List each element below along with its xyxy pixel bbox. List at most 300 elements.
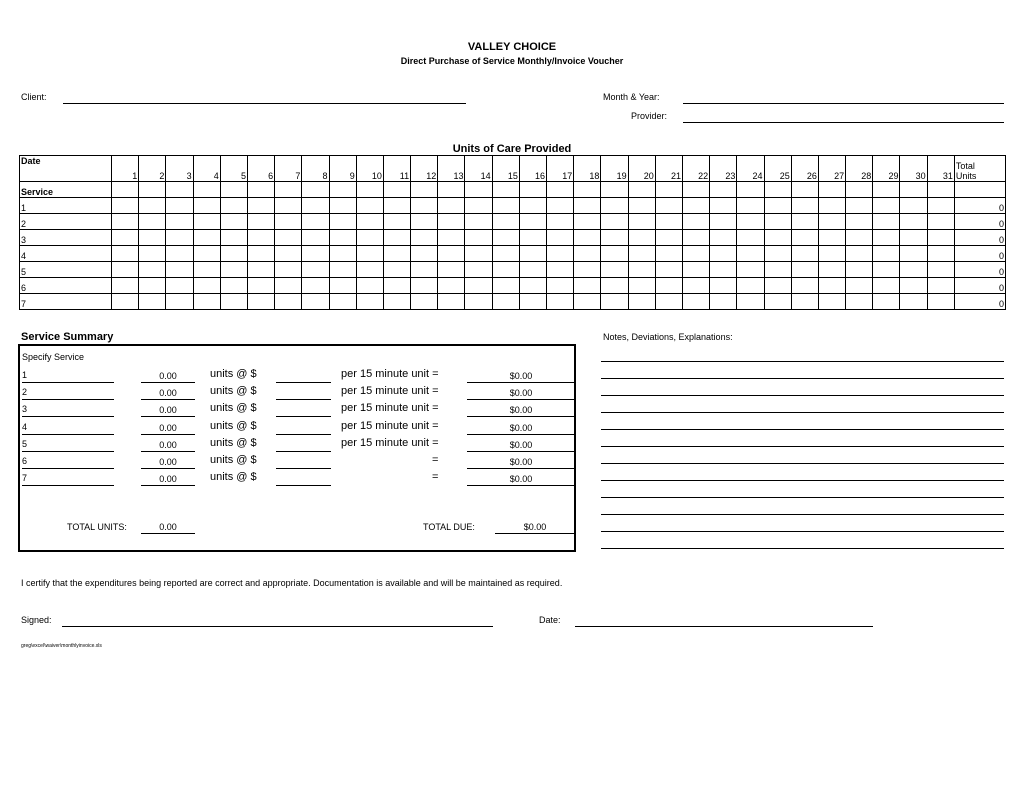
unit-cell[interactable] bbox=[438, 278, 465, 294]
unit-cell[interactable] bbox=[465, 262, 492, 278]
service-name-field[interactable] bbox=[22, 399, 114, 400]
unit-cell[interactable] bbox=[547, 214, 574, 230]
unit-cell[interactable] bbox=[383, 198, 410, 214]
unit-cell[interactable] bbox=[655, 230, 682, 246]
per-unit-label: per 15 minute unit = bbox=[341, 402, 439, 415]
unit-cell[interactable] bbox=[329, 246, 356, 262]
units-value: 0.00 bbox=[141, 388, 195, 400]
unit-cell[interactable] bbox=[519, 294, 546, 310]
unit-cell[interactable] bbox=[302, 230, 329, 246]
day-header: 10 bbox=[356, 156, 383, 182]
notes-line[interactable] bbox=[601, 378, 1004, 379]
unit-cell[interactable] bbox=[737, 262, 764, 278]
summary-row bbox=[20, 437, 574, 454]
unit-cell[interactable] bbox=[846, 294, 873, 310]
unit-cell[interactable] bbox=[927, 198, 954, 214]
unit-cell[interactable] bbox=[846, 198, 873, 214]
unit-cell[interactable] bbox=[900, 198, 927, 214]
unit-cell[interactable] bbox=[438, 262, 465, 278]
unit-cell[interactable] bbox=[411, 230, 438, 246]
unit-cell[interactable] bbox=[356, 246, 383, 262]
unit-cell[interactable] bbox=[764, 198, 791, 214]
row-total: 0 bbox=[954, 294, 1005, 310]
notes-line[interactable] bbox=[601, 548, 1004, 549]
rate-field[interactable] bbox=[276, 382, 331, 383]
service-name-field[interactable] bbox=[22, 416, 114, 417]
grid-cell bbox=[547, 182, 574, 198]
unit-cell[interactable] bbox=[737, 294, 764, 310]
summary-row-number: 4 bbox=[22, 421, 28, 432]
unit-cell[interactable] bbox=[791, 198, 818, 214]
unit-cell[interactable] bbox=[818, 278, 845, 294]
unit-cell[interactable] bbox=[710, 278, 737, 294]
unit-cell[interactable] bbox=[846, 246, 873, 262]
grid-cell bbox=[927, 182, 954, 198]
unit-cell[interactable] bbox=[438, 294, 465, 310]
rate-field[interactable] bbox=[276, 416, 331, 417]
unit-cell[interactable] bbox=[873, 246, 900, 262]
unit-cell[interactable] bbox=[465, 230, 492, 246]
unit-cell[interactable] bbox=[383, 214, 410, 230]
unit-cell[interactable] bbox=[438, 214, 465, 230]
service-name-field[interactable] bbox=[22, 434, 114, 435]
notes-line[interactable] bbox=[601, 412, 1004, 413]
unit-cell[interactable] bbox=[139, 230, 166, 246]
unit-cell[interactable] bbox=[438, 246, 465, 262]
unit-cell[interactable] bbox=[519, 230, 546, 246]
unit-cell[interactable] bbox=[492, 214, 519, 230]
unit-cell[interactable] bbox=[628, 214, 655, 230]
unit-cell[interactable] bbox=[519, 278, 546, 294]
unit-cell[interactable] bbox=[791, 230, 818, 246]
unit-cell[interactable] bbox=[166, 262, 193, 278]
unit-cell[interactable] bbox=[791, 214, 818, 230]
unit-cell[interactable] bbox=[900, 278, 927, 294]
grid-cell bbox=[411, 182, 438, 198]
unit-cell[interactable] bbox=[193, 198, 220, 214]
unit-cell[interactable] bbox=[601, 262, 628, 278]
unit-cell[interactable] bbox=[247, 198, 274, 214]
rate-field[interactable] bbox=[276, 451, 331, 452]
unit-cell[interactable] bbox=[710, 214, 737, 230]
unit-cell[interactable] bbox=[275, 246, 302, 262]
unit-cell[interactable] bbox=[547, 294, 574, 310]
total-header-line1: Total bbox=[955, 161, 975, 171]
unit-cell[interactable] bbox=[601, 294, 628, 310]
unit-cell[interactable] bbox=[873, 294, 900, 310]
unit-cell[interactable] bbox=[900, 294, 927, 310]
unit-cell[interactable] bbox=[655, 262, 682, 278]
unit-cell[interactable] bbox=[112, 214, 139, 230]
unit-cell[interactable] bbox=[628, 230, 655, 246]
client-field[interactable] bbox=[63, 103, 466, 104]
notes-line[interactable] bbox=[601, 446, 1004, 447]
unit-cell[interactable] bbox=[655, 214, 682, 230]
unit-cell[interactable] bbox=[302, 246, 329, 262]
unit-cell[interactable] bbox=[601, 198, 628, 214]
unit-cell[interactable] bbox=[411, 198, 438, 214]
unit-cell[interactable] bbox=[302, 262, 329, 278]
unit-cell[interactable] bbox=[682, 294, 709, 310]
row-total: 0 bbox=[954, 246, 1005, 262]
notes-line[interactable] bbox=[601, 497, 1004, 498]
unit-cell[interactable] bbox=[927, 262, 954, 278]
unit-cell[interactable] bbox=[682, 262, 709, 278]
summary-row-number: 7 bbox=[22, 473, 28, 484]
unit-cell[interactable] bbox=[628, 246, 655, 262]
unit-cell[interactable] bbox=[139, 262, 166, 278]
unit-cell[interactable] bbox=[220, 214, 247, 230]
day-header: 23 bbox=[710, 156, 737, 182]
unit-cell[interactable] bbox=[465, 278, 492, 294]
units-at-label: units @ $ bbox=[210, 471, 257, 484]
service-label-row bbox=[20, 182, 1006, 198]
unit-cell[interactable] bbox=[737, 214, 764, 230]
unit-cell[interactable] bbox=[275, 230, 302, 246]
unit-cell[interactable] bbox=[220, 262, 247, 278]
grid-cell bbox=[247, 182, 274, 198]
unit-cell[interactable] bbox=[628, 294, 655, 310]
service-row bbox=[20, 214, 1006, 230]
rate-field[interactable] bbox=[276, 485, 331, 486]
unit-cell[interactable] bbox=[764, 278, 791, 294]
unit-cell[interactable] bbox=[547, 262, 574, 278]
unit-cell[interactable] bbox=[873, 198, 900, 214]
unit-cell[interactable] bbox=[356, 198, 383, 214]
unit-cell[interactable] bbox=[139, 214, 166, 230]
rate-field[interactable] bbox=[276, 399, 331, 400]
unit-cell[interactable] bbox=[764, 230, 791, 246]
unit-cell[interactable] bbox=[737, 230, 764, 246]
unit-cell[interactable] bbox=[166, 230, 193, 246]
unit-cell[interactable] bbox=[465, 198, 492, 214]
unit-cell[interactable] bbox=[846, 278, 873, 294]
unit-cell[interactable] bbox=[519, 262, 546, 278]
unit-cell[interactable] bbox=[601, 246, 628, 262]
grid-cell bbox=[139, 182, 166, 198]
unit-cell[interactable] bbox=[682, 278, 709, 294]
unit-cell[interactable] bbox=[356, 262, 383, 278]
unit-cell[interactable] bbox=[247, 246, 274, 262]
units-of-care-title: Units of Care Provided bbox=[452, 143, 572, 155]
service-row bbox=[20, 230, 1006, 246]
unit-cell[interactable] bbox=[139, 198, 166, 214]
notes-line[interactable] bbox=[601, 429, 1004, 430]
unit-cell[interactable] bbox=[927, 278, 954, 294]
day-header: 24 bbox=[737, 156, 764, 182]
unit-cell[interactable] bbox=[356, 278, 383, 294]
unit-cell[interactable] bbox=[356, 214, 383, 230]
unit-cell[interactable] bbox=[764, 214, 791, 230]
unit-cell[interactable] bbox=[411, 214, 438, 230]
service-name-field[interactable] bbox=[22, 451, 114, 452]
unit-cell[interactable] bbox=[791, 246, 818, 262]
unit-cell[interactable] bbox=[275, 198, 302, 214]
unit-cell[interactable] bbox=[818, 198, 845, 214]
unit-cell[interactable] bbox=[193, 230, 220, 246]
unit-cell[interactable] bbox=[383, 262, 410, 278]
unit-cell[interactable] bbox=[329, 294, 356, 310]
unit-cell[interactable] bbox=[329, 230, 356, 246]
unit-cell[interactable] bbox=[220, 278, 247, 294]
service-name-field[interactable] bbox=[22, 468, 114, 469]
unit-cell[interactable] bbox=[710, 198, 737, 214]
unit-cell[interactable] bbox=[900, 214, 927, 230]
unit-cell[interactable] bbox=[166, 214, 193, 230]
unit-cell[interactable] bbox=[139, 294, 166, 310]
notes-line[interactable] bbox=[601, 480, 1004, 481]
grid-cell bbox=[193, 182, 220, 198]
day-header: 12 bbox=[411, 156, 438, 182]
grid-cell bbox=[302, 182, 329, 198]
day-header: 4 bbox=[193, 156, 220, 182]
unit-cell[interactable] bbox=[519, 246, 546, 262]
grid-cell bbox=[954, 182, 1005, 198]
row-total: 0 bbox=[954, 198, 1005, 214]
unit-cell[interactable] bbox=[682, 246, 709, 262]
service-row bbox=[20, 278, 1006, 294]
notes-line[interactable] bbox=[601, 395, 1004, 396]
file-path: greg\excel\waiver\monthlyinvoice.xls bbox=[21, 643, 102, 649]
service-name-field[interactable] bbox=[22, 382, 114, 383]
unit-cell[interactable] bbox=[492, 294, 519, 310]
unit-cell[interactable] bbox=[574, 214, 601, 230]
unit-cell[interactable] bbox=[710, 294, 737, 310]
unit-cell[interactable] bbox=[302, 198, 329, 214]
unit-cell[interactable] bbox=[247, 294, 274, 310]
unit-cell[interactable] bbox=[873, 262, 900, 278]
unit-cell[interactable] bbox=[737, 198, 764, 214]
unit-cell[interactable] bbox=[275, 294, 302, 310]
unit-cell[interactable] bbox=[220, 230, 247, 246]
unit-cell[interactable] bbox=[112, 198, 139, 214]
unit-cell[interactable] bbox=[628, 198, 655, 214]
unit-cell[interactable] bbox=[547, 278, 574, 294]
unit-cell[interactable] bbox=[601, 214, 628, 230]
unit-cell[interactable] bbox=[818, 214, 845, 230]
unit-cell[interactable] bbox=[383, 230, 410, 246]
notes-line[interactable] bbox=[601, 514, 1004, 515]
day-header: 14 bbox=[465, 156, 492, 182]
unit-cell[interactable] bbox=[166, 278, 193, 294]
unit-cell[interactable] bbox=[682, 214, 709, 230]
unit-cell[interactable] bbox=[112, 294, 139, 310]
unit-cell[interactable] bbox=[275, 278, 302, 294]
unit-cell[interactable] bbox=[247, 262, 274, 278]
grid-cell bbox=[275, 182, 302, 198]
unit-cell[interactable] bbox=[166, 198, 193, 214]
day-header: 18 bbox=[574, 156, 601, 182]
unit-cell[interactable] bbox=[574, 246, 601, 262]
unit-cell[interactable] bbox=[737, 278, 764, 294]
unit-cell[interactable] bbox=[900, 246, 927, 262]
summary-row-number: 6 bbox=[22, 456, 28, 466]
unit-cell[interactable] bbox=[275, 214, 302, 230]
unit-cell[interactable] bbox=[873, 278, 900, 294]
unit-cell[interactable] bbox=[547, 246, 574, 262]
provider-field[interactable] bbox=[683, 122, 1004, 123]
unit-cell[interactable] bbox=[818, 294, 845, 310]
unit-cell[interactable] bbox=[411, 294, 438, 310]
unit-cell[interactable] bbox=[112, 246, 139, 262]
amount-value: $0.00 bbox=[467, 423, 575, 435]
unit-cell[interactable] bbox=[818, 246, 845, 262]
unit-cell[interactable] bbox=[927, 294, 954, 310]
unit-cell[interactable] bbox=[628, 262, 655, 278]
unit-cell[interactable] bbox=[383, 246, 410, 262]
unit-cell[interactable] bbox=[574, 294, 601, 310]
unit-cell[interactable] bbox=[764, 294, 791, 310]
unit-cell[interactable] bbox=[139, 246, 166, 262]
unit-cell[interactable] bbox=[329, 198, 356, 214]
unit-cell[interactable] bbox=[710, 262, 737, 278]
day-header: 30 bbox=[900, 156, 927, 182]
date-field[interactable] bbox=[575, 626, 873, 627]
unit-cell[interactable] bbox=[193, 214, 220, 230]
units-value: 0.00 bbox=[141, 457, 195, 469]
grid-cell bbox=[682, 182, 709, 198]
unit-cell[interactable] bbox=[900, 230, 927, 246]
unit-cell[interactable] bbox=[329, 262, 356, 278]
client-label: Client: bbox=[21, 92, 47, 102]
service-name-field[interactable] bbox=[22, 485, 114, 486]
unit-cell[interactable] bbox=[492, 198, 519, 214]
unit-cell[interactable] bbox=[492, 246, 519, 262]
unit-cell[interactable] bbox=[247, 214, 274, 230]
unit-cell[interactable] bbox=[818, 262, 845, 278]
unit-cell[interactable] bbox=[519, 214, 546, 230]
unit-cell[interactable] bbox=[275, 262, 302, 278]
notes-line[interactable] bbox=[601, 531, 1004, 532]
unit-cell[interactable] bbox=[791, 294, 818, 310]
unit-cell[interactable] bbox=[465, 294, 492, 310]
unit-cell[interactable] bbox=[601, 278, 628, 294]
rate-field[interactable] bbox=[276, 468, 331, 469]
unit-cell[interactable] bbox=[791, 262, 818, 278]
unit-cell[interactable] bbox=[846, 230, 873, 246]
unit-cell[interactable] bbox=[112, 230, 139, 246]
unit-cell[interactable] bbox=[139, 278, 166, 294]
unit-cell[interactable] bbox=[927, 246, 954, 262]
unit-cell[interactable] bbox=[220, 198, 247, 214]
grid-cell bbox=[329, 182, 356, 198]
unit-cell[interactable] bbox=[682, 230, 709, 246]
unit-cell[interactable] bbox=[112, 262, 139, 278]
service-number: 2 bbox=[20, 214, 112, 230]
unit-cell[interactable] bbox=[574, 230, 601, 246]
units-of-care-table bbox=[19, 155, 1006, 310]
unit-cell[interactable] bbox=[927, 230, 954, 246]
unit-cell[interactable] bbox=[193, 294, 220, 310]
unit-cell[interactable] bbox=[329, 214, 356, 230]
unit-cell[interactable] bbox=[329, 278, 356, 294]
unit-cell[interactable] bbox=[655, 198, 682, 214]
unit-cell[interactable] bbox=[710, 246, 737, 262]
unit-cell[interactable] bbox=[655, 278, 682, 294]
unit-cell[interactable] bbox=[302, 278, 329, 294]
unit-cell[interactable] bbox=[383, 294, 410, 310]
unit-cell[interactable] bbox=[710, 230, 737, 246]
unit-cell[interactable] bbox=[764, 246, 791, 262]
unit-cell[interactable] bbox=[302, 214, 329, 230]
unit-cell[interactable] bbox=[383, 278, 410, 294]
unit-cell[interactable] bbox=[193, 246, 220, 262]
unit-cell[interactable] bbox=[411, 246, 438, 262]
unit-cell[interactable] bbox=[112, 278, 139, 294]
unit-cell[interactable] bbox=[247, 230, 274, 246]
summary-row-number: 1 bbox=[22, 370, 28, 380]
unit-cell[interactable] bbox=[220, 246, 247, 262]
rate-field[interactable] bbox=[276, 434, 331, 435]
unit-cell[interactable] bbox=[574, 198, 601, 214]
unit-cell[interactable] bbox=[873, 230, 900, 246]
unit-cell[interactable] bbox=[465, 246, 492, 262]
unit-cell[interactable] bbox=[193, 278, 220, 294]
unit-cell[interactable] bbox=[764, 262, 791, 278]
unit-cell[interactable] bbox=[655, 246, 682, 262]
unit-cell[interactable] bbox=[220, 294, 247, 310]
units-value: 0.00 bbox=[141, 474, 195, 486]
total-header-line2: Units bbox=[955, 171, 977, 181]
unit-cell[interactable] bbox=[628, 278, 655, 294]
unit-cell[interactable] bbox=[492, 230, 519, 246]
unit-cell[interactable] bbox=[492, 262, 519, 278]
unit-cell[interactable] bbox=[411, 278, 438, 294]
unit-cell[interactable] bbox=[166, 246, 193, 262]
unit-cell[interactable] bbox=[737, 246, 764, 262]
unit-cell[interactable] bbox=[547, 198, 574, 214]
service-number: 3 bbox=[20, 230, 112, 246]
signature-field[interactable] bbox=[62, 626, 493, 627]
unit-cell[interactable] bbox=[900, 262, 927, 278]
summary-row-number: 5 bbox=[22, 438, 28, 449]
unit-cell[interactable] bbox=[873, 214, 900, 230]
notes-line[interactable] bbox=[601, 361, 1004, 362]
unit-cell[interactable] bbox=[519, 198, 546, 214]
unit-cell[interactable] bbox=[547, 230, 574, 246]
row-total: 0 bbox=[954, 278, 1005, 294]
unit-cell[interactable] bbox=[193, 262, 220, 278]
unit-cell[interactable] bbox=[574, 278, 601, 294]
unit-cell[interactable] bbox=[438, 198, 465, 214]
unit-cell[interactable] bbox=[791, 278, 818, 294]
unit-cell[interactable] bbox=[247, 278, 274, 294]
unit-cell[interactable] bbox=[492, 278, 519, 294]
total-units-value: 0.00 bbox=[141, 522, 195, 534]
unit-cell[interactable] bbox=[655, 294, 682, 310]
unit-cell[interactable] bbox=[846, 262, 873, 278]
summary-row bbox=[20, 368, 574, 385]
unit-cell[interactable] bbox=[302, 294, 329, 310]
month-year-field[interactable] bbox=[683, 103, 1004, 104]
day-header: 8 bbox=[302, 156, 329, 182]
unit-cell[interactable] bbox=[438, 230, 465, 246]
unit-cell[interactable] bbox=[356, 230, 383, 246]
unit-cell[interactable] bbox=[818, 230, 845, 246]
grid-cell bbox=[166, 182, 193, 198]
unit-cell[interactable] bbox=[411, 262, 438, 278]
unit-cell[interactable] bbox=[465, 214, 492, 230]
unit-cell[interactable] bbox=[601, 230, 628, 246]
unit-cell[interactable] bbox=[574, 262, 601, 278]
day-header: 1 bbox=[112, 156, 139, 182]
unit-cell[interactable] bbox=[682, 198, 709, 214]
unit-cell[interactable] bbox=[927, 214, 954, 230]
notes-line[interactable] bbox=[601, 463, 1004, 464]
unit-cell[interactable] bbox=[166, 294, 193, 310]
unit-cell[interactable] bbox=[356, 294, 383, 310]
unit-cell[interactable] bbox=[846, 214, 873, 230]
